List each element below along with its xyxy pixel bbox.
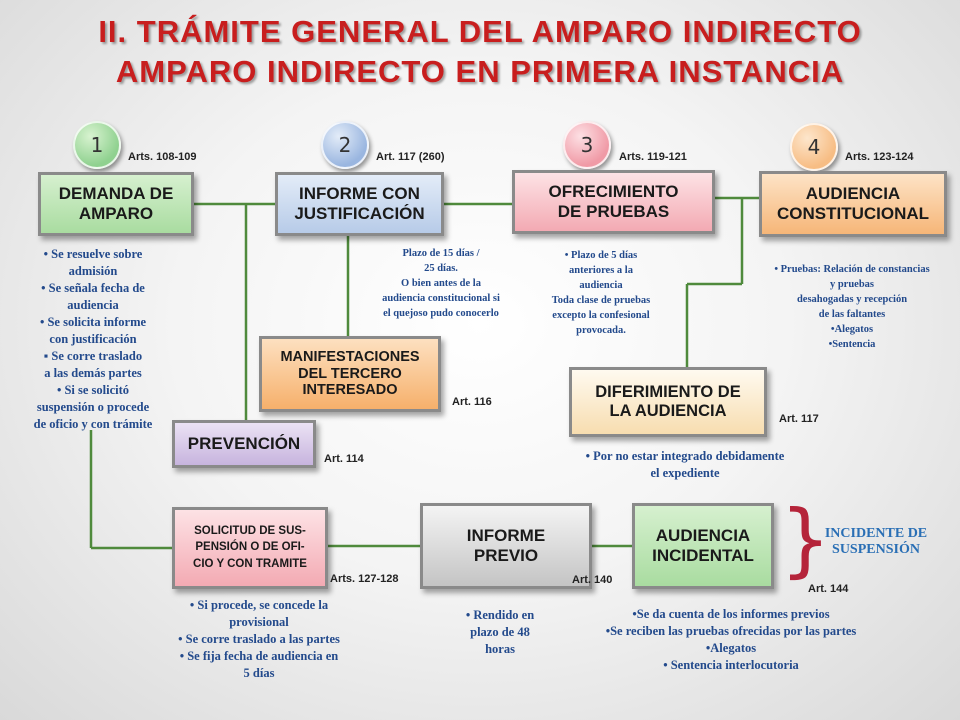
audiencia-const-note-1: y pruebas xyxy=(829,279,875,290)
incidente-line-1: INCIDENTE DE xyxy=(824,526,928,541)
manifestaciones-line-1: MANIFESTACIONES xyxy=(280,348,420,365)
step-4-number: 4 xyxy=(807,135,821,159)
step-2-article: Art. 117 (260) xyxy=(376,151,445,163)
incidente-brace: } xyxy=(780,493,831,586)
demanda-note-4: • Se solicita informe xyxy=(39,315,147,329)
demanda-line-1: DEMANDA DE xyxy=(58,184,174,204)
audiencia-const-notes xyxy=(752,262,952,352)
audiencia-const-note-0: • Pruebas: Relación de constancias xyxy=(774,264,930,275)
audiencia-const-line-1: AUDIENCIA xyxy=(805,184,901,204)
audiencia-inc-notes xyxy=(576,606,886,674)
informe-just-note-4: el quejoso pudo conocerlo xyxy=(383,308,499,319)
title-line-1: II. TRÁMITE GENERAL DEL AMPARO INDIRECTO xyxy=(98,14,862,49)
manifestaciones-box xyxy=(259,336,441,412)
ofrecimiento-note-1: anteriores a la xyxy=(569,265,633,276)
prevencion-line-1: PREVENCIÓN xyxy=(187,434,301,454)
informe-just-note-2: O bien antes de la xyxy=(401,278,481,289)
solicitud-note-2: • Se corre traslado a las partes xyxy=(178,632,340,646)
solicitud-suspension-box xyxy=(172,507,328,589)
audiencia-const-note-4: •Alegatos xyxy=(830,324,874,335)
demanda-de-amparo-box xyxy=(38,172,194,236)
audiencia-inc-article: Art. 144 xyxy=(808,583,849,595)
demanda-note-6: ▪ Se corre traslado xyxy=(43,349,143,363)
informe-just-note-3: audiencia constitucional si xyxy=(382,293,500,304)
audiencia-inc-note-2: •Alegatos xyxy=(705,641,757,655)
solicitud-note-1: provisional xyxy=(229,615,289,629)
prevencion-box xyxy=(172,420,316,468)
informe-just-note-1: 25 días. xyxy=(424,263,458,274)
diferimiento-box xyxy=(569,367,767,437)
informe-just-line-1: INFORME CON xyxy=(299,184,420,204)
solicitud-note-3: • Se fija fecha de audiencia en xyxy=(179,649,339,663)
step-3-article: Arts. 119-121 xyxy=(619,151,687,163)
solicitud-article: Arts. 127-128 xyxy=(330,573,399,585)
audiencia-inc-line-2: INCIDENTAL xyxy=(652,546,754,565)
audiencia-const-note-3: de las faltantes xyxy=(818,309,886,320)
ofrecimiento-note-2: audiencia xyxy=(579,280,623,291)
diferimiento-note-1: el expediente xyxy=(650,466,720,480)
step-1-article: Arts. 108-109 xyxy=(128,151,197,163)
solicitud-line-2: PENSIÓN O DE OFI- xyxy=(195,541,305,554)
step-2-circle xyxy=(321,121,369,169)
audiencia-incidental-box xyxy=(632,503,774,589)
demanda-notes xyxy=(18,246,168,433)
ofrecimiento-note-4: excepto la confesional xyxy=(552,310,650,321)
demanda-note-0: • Se resuelve sobre xyxy=(43,247,143,261)
audiencia-const-note-2: desahogadas y recepción xyxy=(796,294,908,305)
solicitud-line-1: SOLICITUD DE SUS- xyxy=(194,525,306,538)
demanda-note-5: con justificación xyxy=(49,332,137,346)
step-3-circle xyxy=(563,121,611,169)
informe-con-justificacion-box xyxy=(275,172,444,236)
demanda-note-3: audiencia xyxy=(67,298,119,312)
ofrecimiento-line-2: DE PRUEBAS xyxy=(557,202,670,221)
demanda-note-9: suspensión o procede xyxy=(36,400,150,414)
demanda-note-10: de oficio y con trámite xyxy=(33,417,153,431)
informe-previo-article: Art. 140 xyxy=(572,574,613,586)
informe-just-notes xyxy=(356,246,526,321)
step-3-number: 3 xyxy=(580,133,594,157)
solicitud-note-0: • Si procede, se concede la xyxy=(189,598,329,612)
informe-previo-note-2: horas xyxy=(485,642,515,656)
audiencia-inc-note-3: • Sentencia interlocutoria xyxy=(663,658,799,672)
title-line-2: AMPARO INDIRECTO EN PRIMERA INSTANCIA xyxy=(115,54,845,89)
demanda-note-8: • Si se solicitó xyxy=(56,383,130,397)
step-4-article: Arts. 123-124 xyxy=(845,151,914,163)
prevencion-article: Art. 114 xyxy=(324,453,364,465)
incidente-de-suspension-label xyxy=(812,526,940,558)
audiencia-constitucional-box xyxy=(759,171,947,237)
audiencia-inc-note-0: •Se da cuenta de los informes previos xyxy=(632,607,830,621)
ofrecimiento-de-pruebas-box xyxy=(512,170,715,234)
ofrecimiento-line-1: OFRECIMIENTO xyxy=(548,182,679,202)
step-4-circle xyxy=(790,123,838,171)
audiencia-inc-line-1: AUDIENCIA xyxy=(655,526,751,546)
informe-just-line-2: JUSTIFICACIÓN xyxy=(294,204,425,223)
ofrecimiento-note-3: Toda clase de pruebas xyxy=(551,295,651,306)
informe-previo-line-1: INFORME xyxy=(466,526,546,546)
ofrecimiento-note-0: • Plazo de 5 días xyxy=(564,250,638,261)
audiencia-inc-note-1: •Se reciben las pruebas ofrecidas por las partes xyxy=(605,624,857,638)
step-1-circle xyxy=(73,121,121,169)
ofrecimiento-note-5: provocada. xyxy=(576,325,626,336)
diferimiento-article: Art. 117 xyxy=(779,413,819,425)
solicitud-notes xyxy=(154,597,364,682)
diferimiento-line-2: LA AUDIENCIA xyxy=(609,402,727,420)
ofrecimiento-notes xyxy=(527,248,675,338)
informe-previo-note-0: • Rendido en xyxy=(465,608,535,622)
informe-previo-notes xyxy=(440,607,560,658)
step-1-number: 1 xyxy=(90,133,104,157)
informe-previo-line-2: PREVIO xyxy=(473,546,539,565)
diferimiento-notes xyxy=(560,448,810,482)
solicitud-line-3: CIO Y CON TRAMITE xyxy=(193,557,307,570)
demanda-note-7: a las demás partes xyxy=(44,366,142,380)
manifestaciones-line-2: DEL TERCERO xyxy=(298,365,402,382)
solicitud-note-4: 5 días xyxy=(243,666,275,680)
demanda-note-2: • Se señala fecha de xyxy=(41,281,145,295)
manifestaciones-article: Art. 116 xyxy=(452,396,492,408)
demanda-line-2: AMPARO xyxy=(78,204,154,223)
audiencia-const-note-5: •Sentencia xyxy=(828,339,876,350)
informe-previo-note-1: plazo de 48 xyxy=(470,625,530,639)
demanda-note-1: admisión xyxy=(68,264,118,278)
manifestaciones-line-3: INTERESADO xyxy=(302,382,398,399)
diferimiento-note-0: • Por no estar integrado debidamente xyxy=(585,449,785,463)
informe-just-note-0: Plazo de 15 días / xyxy=(402,248,480,259)
diferimiento-line-1: DIFERIMIENTO DE xyxy=(595,383,741,402)
audiencia-const-line-2: CONSTITUCIONAL xyxy=(776,204,930,223)
step-2-number: 2 xyxy=(338,133,352,157)
incidente-line-2: SUSPENSIÓN xyxy=(832,542,920,557)
informe-previo-box xyxy=(420,503,592,589)
